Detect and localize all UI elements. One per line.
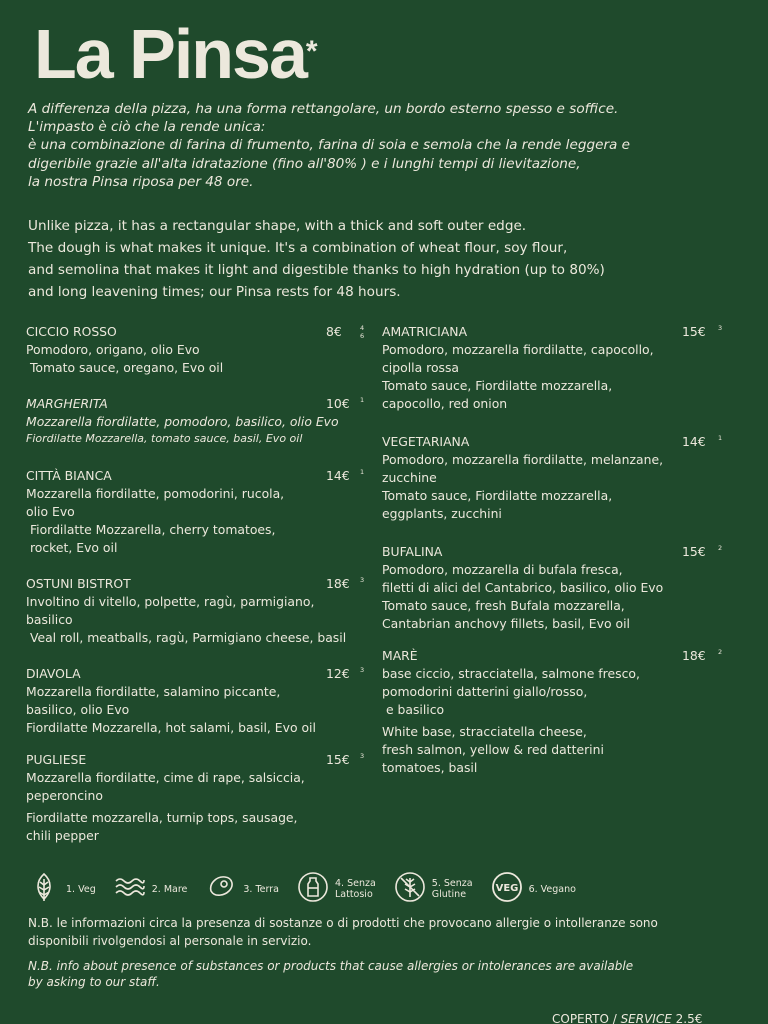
menu-item	[26, 323, 370, 377]
item-description-english: fresh salmon, yellow & red datterini	[382, 742, 604, 757]
menu-item	[26, 751, 370, 845]
item-price: 18€	[682, 648, 706, 663]
item-allergen-tag	[360, 752, 364, 760]
item-description: peperoncino	[26, 788, 103, 803]
allergen-number: 4	[360, 324, 365, 332]
legend-label-line: 4. Senza	[334, 878, 376, 889]
item-price: 12€	[326, 666, 350, 681]
allergen-number: 3	[718, 324, 723, 332]
item-price: 14€	[682, 434, 706, 449]
item-allergen-tag	[718, 434, 722, 442]
item-description-english: capocollo, red onion	[382, 396, 508, 411]
item-description-english: Fiordilatte Mozzarella, tomato sauce, basil, Evo oil	[26, 432, 303, 445]
item-description-english: tomatoes, basil	[382, 760, 478, 775]
item-allergen-tag	[360, 576, 364, 584]
intro-line: è una combinazione di farina di frumento, farina di soia e semola che la rende leggera e	[28, 137, 631, 154]
item-description: e basilico	[382, 702, 445, 717]
allergen-note-italian	[28, 914, 748, 950]
intro-line: The dough is what makes it unique. It's a combination of wheat flour, soy flour,	[28, 240, 568, 256]
allergen-number: 1	[360, 468, 365, 476]
item-description-english: Cantabrian anchovy fillets, basil, Evo oil	[382, 616, 630, 631]
item-name: PUGLIESE	[26, 752, 87, 767]
vegan-icon	[491, 871, 529, 907]
allergen-number: 2	[718, 648, 723, 656]
item-description-english: chili pepper	[26, 828, 99, 843]
legend-item	[394, 871, 473, 907]
menu-item	[26, 665, 370, 737]
allergen-number: 1	[718, 434, 723, 442]
item-description: Pomodoro, origano, olio Evo	[26, 342, 200, 357]
legend-label-line: 1. Veg	[66, 883, 96, 895]
item-allergen-tag	[360, 396, 364, 404]
item-description-english: Fiordilatte mozzarella, turnip tops, sausage,	[26, 810, 298, 825]
legend-label	[66, 884, 96, 895]
legend-label-line: Glutine	[431, 889, 467, 900]
menu-item	[382, 433, 730, 523]
legend-label	[152, 884, 188, 895]
item-price: 15€	[682, 324, 706, 339]
item-name: CITTÀ BIANCA	[26, 468, 112, 483]
item-description: basilico	[26, 612, 73, 627]
gluten-free-icon	[394, 871, 432, 907]
intro-italian	[28, 100, 748, 191]
item-description-english: Veal roll, meatballs, ragù, Parmigiano cheese, basil	[26, 630, 347, 645]
item-description: Pomodoro, mozzarella fiordilatte, capocollo,	[382, 342, 654, 357]
item-description: Mozzarella fiordilatte, pomodorini, rucola,	[26, 486, 285, 501]
allergen-note-english	[28, 958, 748, 990]
item-allergen-tag	[718, 324, 722, 332]
allergen-number: 1	[360, 396, 365, 404]
legend-item	[491, 871, 576, 907]
vegan-badge-text: VEG	[495, 883, 518, 894]
intro-line: Unlike pizza, it has a rectangular shape, with a thick and soft outer edge.	[28, 218, 527, 234]
item-allergen-tag	[360, 666, 364, 674]
item-name: CICCIO ROSSO	[26, 324, 117, 339]
menu-item	[382, 647, 730, 777]
menu-column-right	[382, 323, 730, 777]
intro-line: digeribile grazie all'alta idratazione (fino all'80% ) e i lunghi tempi di lievitazione,	[28, 155, 581, 172]
item-price: 14€	[326, 468, 350, 483]
title-asterisk: *	[305, 35, 318, 68]
legend-label	[432, 878, 473, 900]
intro-line: and semolina that makes it light and digestible thanks to high hydration (up to 80%)	[28, 262, 605, 278]
item-name: MARÈ	[382, 648, 418, 663]
item-description-english: rocket, Evo oil	[26, 540, 118, 555]
item-description-english: Tomato sauce, fresh Bufala mozzarella,	[382, 598, 625, 613]
item-description: base ciccio, stracciatella, salmone fresco,	[382, 666, 640, 681]
item-description: Involtino di vitello, polpette, ragù, parmigiano,	[26, 594, 315, 609]
item-price: 10€	[326, 396, 350, 411]
legend-label-line: 6. Vegano	[528, 883, 576, 895]
item-description: Mozzarella fiordilatte, pomodoro, basilico, olio Evo	[26, 414, 339, 429]
intro-english	[28, 215, 748, 303]
waves-icon	[114, 871, 152, 907]
note-line: N.B. info about presence of substances or products that cause allergies or intolerances are available	[28, 959, 634, 973]
item-description: Mozzarella fiordilatte, cime di rape, salsiccia,	[26, 770, 305, 785]
item-name: MARGHERITA	[26, 396, 108, 411]
item-price: 15€	[326, 752, 350, 767]
intro-line: la nostra Pinsa riposa per 48 ore.	[28, 173, 254, 190]
legend-label	[335, 878, 376, 900]
legend-label	[529, 884, 576, 895]
item-description: olio Evo	[26, 504, 75, 519]
item-description-english: White base, stracciatella cheese,	[382, 724, 587, 739]
allergen-number: 6	[360, 332, 365, 340]
item-description: Mozzarella fiordilatte, salamino piccante,	[26, 684, 281, 699]
allergen-number: 2	[718, 544, 723, 552]
item-description-english: Tomato sauce, Fiordilatte mozzarella,	[382, 488, 613, 503]
intro-line: L'impasto è ciò che la rende unica:	[28, 119, 266, 136]
intro-line: and long leavening times; our Pinsa rests for 48 hours.	[28, 284, 401, 300]
lactose-free-icon	[297, 871, 335, 907]
page-title: La Pinsa*	[34, 15, 318, 93]
menu-item	[26, 395, 370, 447]
item-description: pomodorini datterini giallo/rosso,	[382, 684, 588, 699]
menu-item	[382, 323, 730, 413]
cover-charge: COPERTO / SERVICE 2.5€	[552, 1012, 703, 1024]
steak-icon	[205, 871, 243, 907]
item-allergen-tag	[360, 324, 364, 340]
item-name: OSTUNI BISTROT	[26, 576, 131, 591]
legend-label-line: 3. Terra	[243, 883, 279, 895]
intro-line: A differenza della pizza, ha una forma rettangolare, un bordo esterno spesso e soffice.	[28, 101, 619, 117]
allergen-number: 3	[360, 752, 365, 760]
legend-item	[297, 871, 376, 907]
note-line: N.B. le informazioni circa la presenza di sostanze o di prodotti che provocano allergie o intolleranze sono	[28, 916, 658, 930]
menu-item	[26, 467, 370, 557]
legend-label	[243, 884, 279, 895]
item-description-english: eggplants, zucchini	[382, 506, 502, 521]
allergen-number: 3	[360, 576, 365, 584]
menu-item	[26, 575, 370, 647]
item-name: DIAVOLA	[26, 666, 81, 681]
item-allergen-tag	[718, 648, 722, 656]
allergen-number: 3	[360, 666, 365, 674]
item-description: basilico, olio Evo	[26, 702, 130, 717]
menu-column-left	[26, 323, 370, 845]
item-description: zucchine	[382, 470, 437, 485]
item-description: Pomodoro, mozzarella di bufala fresca,	[382, 562, 623, 577]
leaf-icon	[28, 871, 66, 907]
item-description-english: Fiordilatte Mozzarella, hot salami, basil, Evo oil	[26, 720, 316, 735]
item-description-english: Tomato sauce, Fiordilatte mozzarella,	[382, 378, 613, 393]
item-name: VEGETARIANA	[382, 434, 470, 449]
allergen-legend	[28, 870, 728, 908]
note-line: by asking to our staff.	[28, 975, 160, 989]
item-name: BUFALINA	[382, 544, 443, 559]
item-price: 15€	[682, 544, 706, 559]
legend-label-line: 2. Mare	[151, 883, 188, 895]
menu-item	[382, 543, 730, 633]
legend-label-line: 5. Senza	[431, 878, 473, 889]
item-allergen-tag	[718, 544, 722, 552]
item-description-english: Tomato sauce, oregano, Evo oil	[26, 360, 224, 375]
item-description: Pomodoro, mozzarella fiordilatte, melanzane,	[382, 452, 664, 467]
item-price: 18€	[326, 576, 350, 591]
item-description: cipolla rossa	[382, 360, 460, 375]
legend-item	[205, 871, 279, 907]
item-name: AMATRICIANA	[382, 324, 468, 339]
item-price: 8€	[326, 324, 342, 339]
item-description-english: Fiordilatte Mozzarella, cherry tomatoes,	[26, 522, 276, 537]
note-line: disponibili rivolgendosi al personale in servizio.	[28, 934, 312, 948]
legend-item	[114, 871, 188, 907]
legend-item	[28, 871, 96, 907]
item-allergen-tag	[360, 468, 364, 476]
item-description: filetti di alici del Cantabrico, basilico, olio Evo	[382, 580, 664, 595]
legend-label-line: Lattosio	[334, 889, 373, 900]
